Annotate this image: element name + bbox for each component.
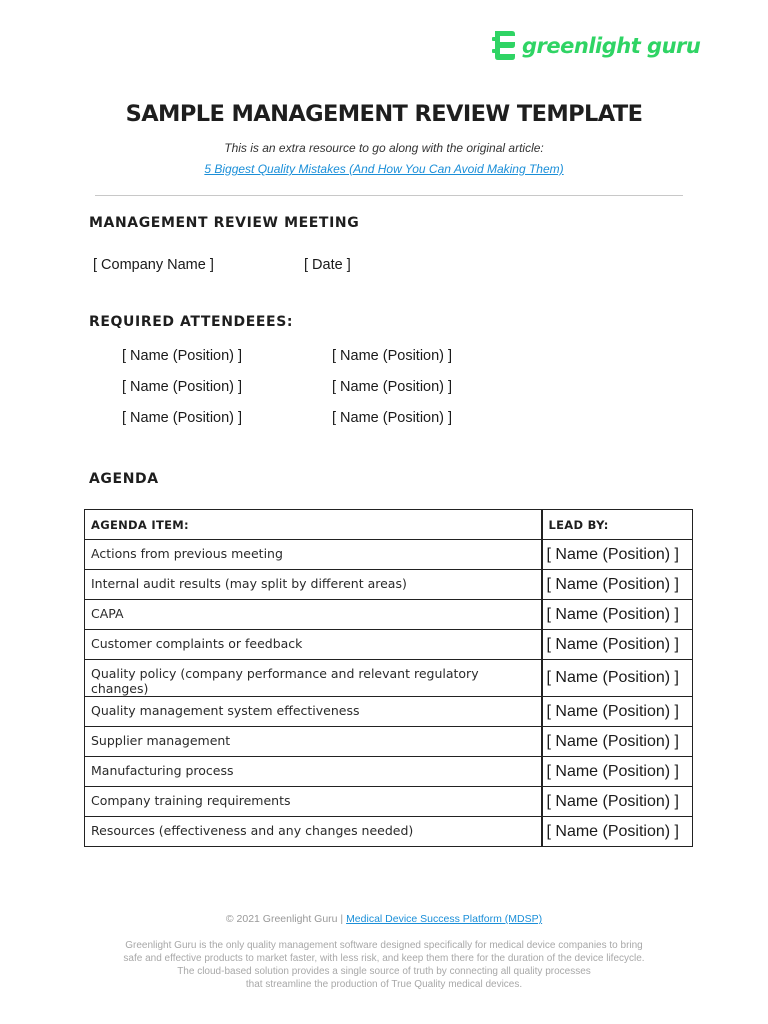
attendee-left-1: [ Name (Position) ] — [122, 348, 243, 364]
table-row — [85, 630, 693, 660]
agenda-item-cell: CAPA — [85, 600, 542, 630]
table-row — [85, 727, 693, 757]
attendees-heading: REQUIRED ATTENDEEES: — [89, 314, 294, 330]
agenda-item-cell: Company training requirements — [85, 787, 542, 817]
table-row — [85, 697, 693, 727]
table-row — [85, 787, 693, 817]
footer-description — [100, 939, 668, 991]
lead-by-cell: [ Name (Position) ] — [542, 570, 693, 600]
attendee-left-3: [ Name (Position) ] — [122, 410, 243, 426]
lead-by-cell: [ Name (Position) ] — [542, 757, 693, 787]
attendee-right-3: [ Name (Position) ] — [332, 410, 453, 426]
lead-by-cell: [ Name (Position) ] — [542, 787, 693, 817]
agenda-item-column-header: AGENDA ITEM: — [85, 510, 542, 540]
table-row — [85, 757, 693, 787]
agenda-item-cell: Customer complaints or feedback — [85, 630, 542, 660]
lead-by-column-header: LEAD BY: — [542, 510, 693, 540]
brand-name: greenlight guru — [522, 34, 701, 58]
page-subtitle: This is an extra resource to go along with the original article: — [224, 141, 544, 155]
table-row — [85, 817, 693, 847]
lead-by-cell: [ Name (Position) ] — [542, 600, 693, 630]
mdsp-link[interactable]: Medical Device Success Platform (MDSP) — [346, 913, 543, 925]
footer-copyright — [0, 913, 768, 925]
attendee-right-1: [ Name (Position) ] — [332, 348, 453, 364]
agenda-item-cell: Internal audit results (may split by different areas) — [85, 570, 542, 600]
agenda-header-row — [85, 510, 693, 540]
footer-line-2: safe and effective products to market faster, with less risk, and keep them there for the duration of the device lifecycle. — [123, 953, 645, 964]
agenda-heading: AGENDA — [89, 471, 159, 487]
footer-line-1: Greenlight Guru is the only quality management software designed specifically for medical device companies to bring — [125, 940, 643, 951]
company-name-field: [ Company Name ] — [93, 257, 214, 273]
table-row — [85, 600, 693, 630]
copyright-text: © 2021 Greenlight Guru | — [225, 913, 347, 925]
agenda-item-cell: Resources (effectiveness and any changes needed) — [85, 817, 542, 847]
footer-line-3: The cloud-based solution provides a single source of truth by connecting all quality processes — [177, 966, 591, 977]
table-row — [85, 540, 693, 570]
agenda-item-cell: Actions from previous meeting — [85, 540, 542, 570]
page-title: SAMPLE MANAGEMENT REVIEW TEMPLATE — [125, 101, 643, 127]
greenlight-logo-icon — [490, 28, 518, 64]
agenda-item-cell: Quality management system effectiveness — [85, 697, 542, 727]
agenda-item-cell: Supplier management — [85, 727, 542, 757]
table-row — [85, 660, 693, 697]
footer-line-4: that streamline the production of True Quality medical devices. — [245, 979, 523, 990]
lead-by-cell: [ Name (Position) ] — [542, 540, 693, 570]
attendee-right-2: [ Name (Position) ] — [332, 379, 453, 395]
attendee-left-2: [ Name (Position) ] — [122, 379, 243, 395]
meeting-heading: MANAGEMENT REVIEW MEETING — [89, 215, 360, 231]
agenda-item-cell: Manufacturing process — [85, 757, 542, 787]
agenda-table — [84, 509, 693, 847]
lead-by-cell: [ Name (Position) ] — [542, 660, 693, 697]
lead-by-cell: [ Name (Position) ] — [542, 817, 693, 847]
brand-logo — [490, 28, 700, 64]
lead-by-cell: [ Name (Position) ] — [542, 727, 693, 757]
lead-by-cell: [ Name (Position) ] — [542, 630, 693, 660]
agenda-item-cell: Quality policy (company performance and relevant regulatory changes) — [85, 660, 542, 697]
article-link[interactable]: 5 Biggest Quality Mistakes (And How You Can Avoid Making Them) — [204, 162, 564, 176]
table-row — [85, 570, 693, 600]
lead-by-cell: [ Name (Position) ] — [542, 697, 693, 727]
date-field: [ Date ] — [304, 257, 351, 273]
header-divider — [95, 195, 683, 196]
